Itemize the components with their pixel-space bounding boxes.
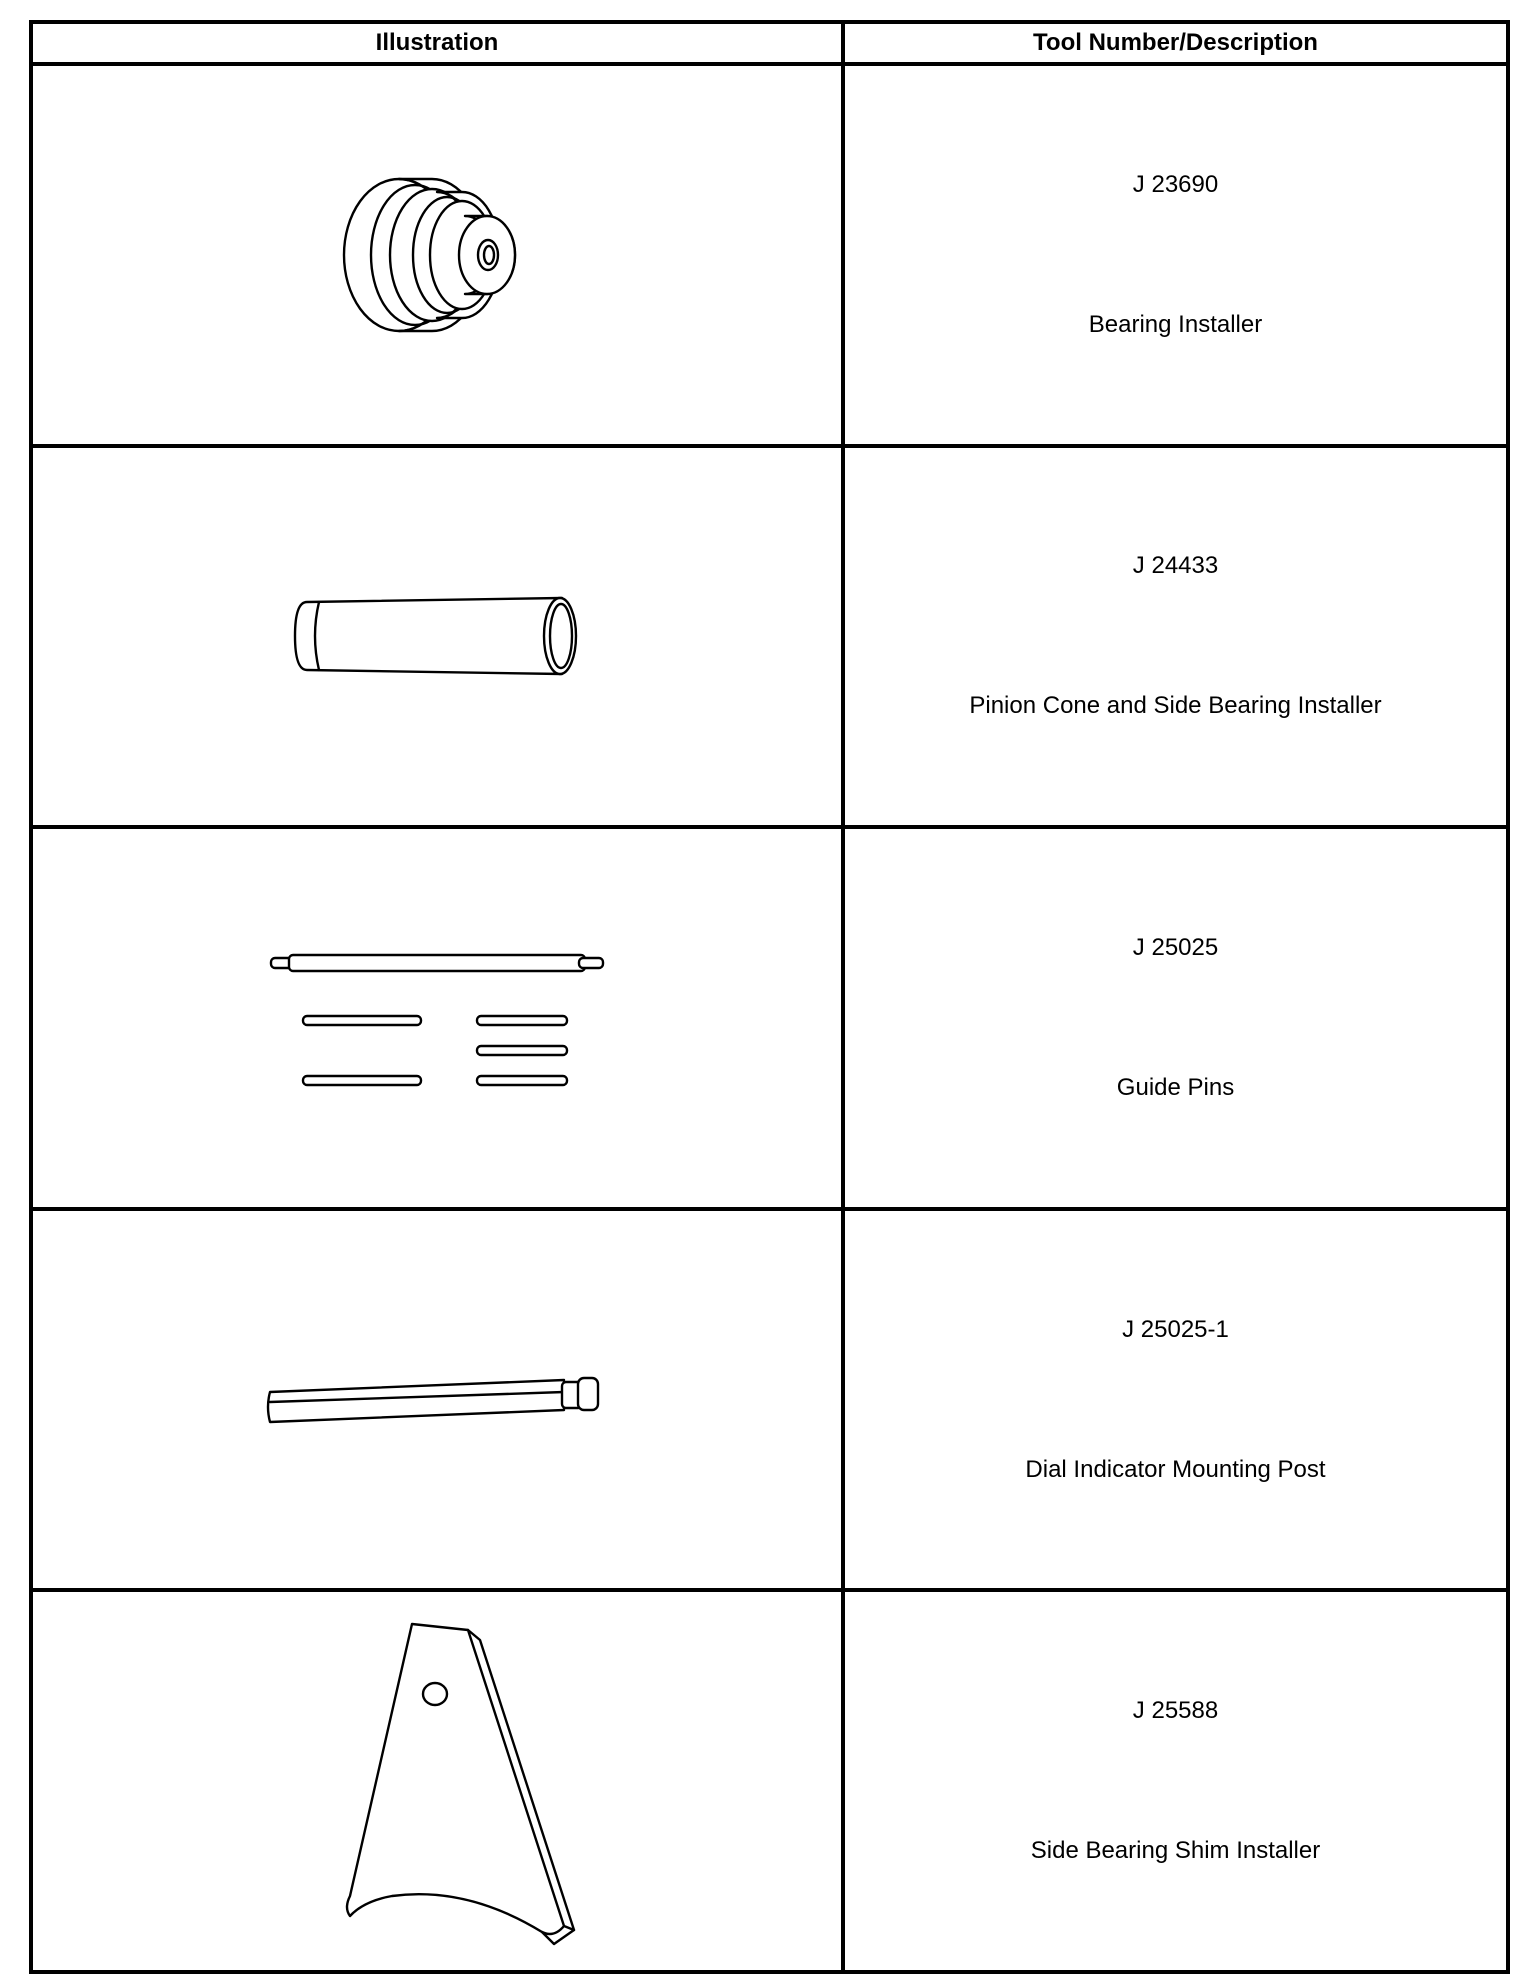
table-header-row xyxy=(31,22,1508,64)
tool-description: Guide Pins xyxy=(1116,1073,1235,1101)
mounting-post-icon xyxy=(262,1370,612,1430)
bearing-installer-icon xyxy=(337,170,537,340)
tool-description: Pinion Cone and Side Bearing Installer xyxy=(969,692,1382,720)
table-row xyxy=(31,64,1508,446)
description-cell xyxy=(843,1209,1508,1591)
description-cell xyxy=(843,1590,1508,1972)
tool-number: J 23690 xyxy=(1132,170,1219,198)
illustration-cell xyxy=(31,827,843,1209)
pinion-cone-installer-icon xyxy=(287,586,587,686)
illustration-cell xyxy=(31,1209,843,1591)
tool-description: Dial Indicator Mounting Post xyxy=(1025,1455,1326,1483)
description-cell xyxy=(843,64,1508,446)
guide-pins-icon xyxy=(267,948,607,1088)
description-cell xyxy=(843,446,1508,828)
illustration-header: Illustration xyxy=(31,22,843,64)
tool-number: J 25025 xyxy=(1132,933,1219,961)
tool-number: J 25025-1 xyxy=(1122,1315,1229,1343)
special-tools-table xyxy=(29,20,1510,1974)
illustration-cell xyxy=(31,1590,843,1972)
description-cell xyxy=(843,827,1508,1209)
table-row xyxy=(31,827,1508,1209)
tool-number: J 25588 xyxy=(1132,1697,1219,1725)
illustration-cell xyxy=(31,446,843,828)
table-row xyxy=(31,1209,1508,1591)
tool-number: J 24433 xyxy=(1132,552,1219,580)
table-row xyxy=(31,1590,1508,1972)
shim-installer-icon xyxy=(292,1616,582,1946)
table-row xyxy=(31,446,1508,828)
tool-description: Bearing Installer xyxy=(1088,310,1263,338)
tool-description: Side Bearing Shim Installer xyxy=(1030,1837,1321,1865)
tool-number-description-header: Tool Number/Description xyxy=(843,22,1508,64)
illustration-cell xyxy=(31,64,843,446)
